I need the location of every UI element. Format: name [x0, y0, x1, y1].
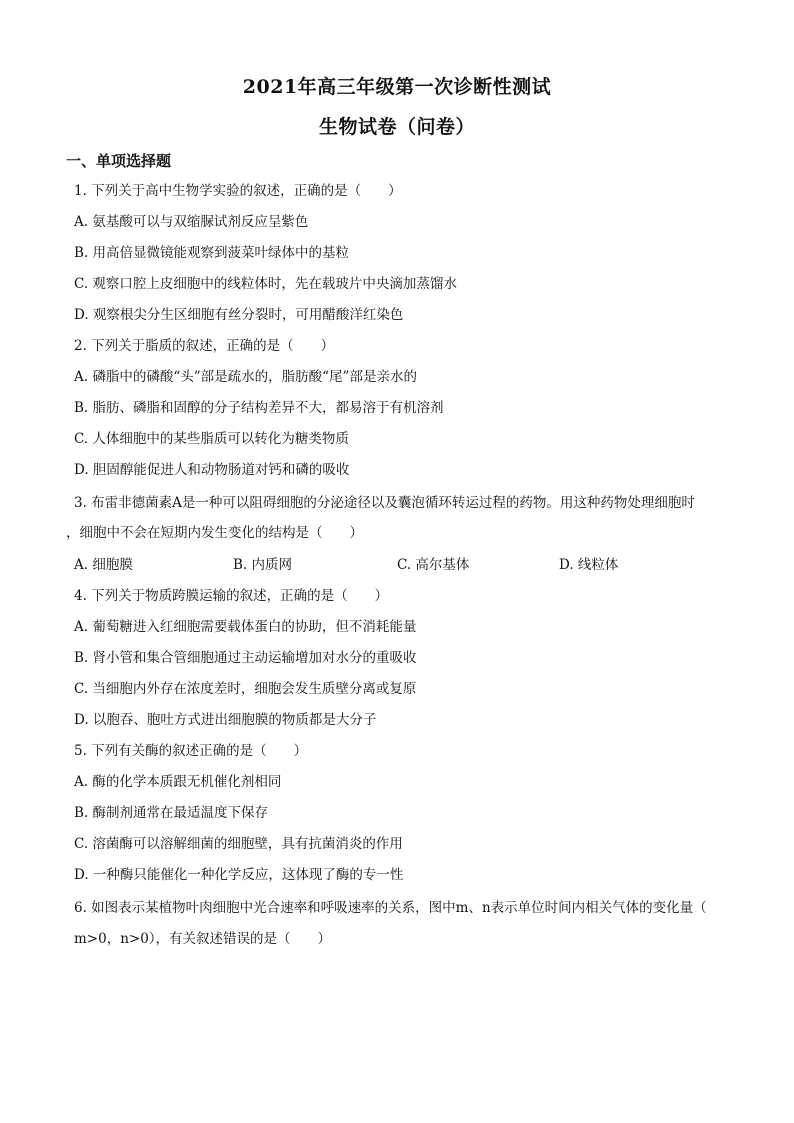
question-4-option-b: B. 肾小管和集合管细胞通过主动运输增加对水分的重吸收 [74, 650, 417, 666]
question-2-option-c: C. 人体细胞中的某些脂质可以转化为糖类物质 [74, 431, 349, 447]
question-3-option-c: C. 高尔基体 [397, 557, 470, 573]
question-1-option-b: B. 用高倍显微镜能观察到菠菜叶绿体中的基粒 [74, 245, 350, 261]
question-5-option-d: D. 一种酶只能催化一种化学反应，这体现了酶的专一性 [74, 867, 404, 883]
question-3-option-d: D. 线粒体 [559, 557, 619, 573]
question-4-stem: 4. 下列关于物质跨膜运输的叙述，正确的是（ ） [74, 588, 389, 604]
question-1-option-a: A. 氨基酸可以与双缩脲试剂反应呈紫色 [74, 214, 309, 230]
question-4-option-c: C. 当细胞内外存在浓度差时，细胞会发生质壁分离或复原 [74, 681, 417, 697]
question-5-option-b: B. 酶制剂通常在最适温度下保存 [74, 805, 269, 821]
question-2-option-d: D. 胆固醇能促进人和动物肠道对钙和磷的吸收 [74, 462, 350, 478]
question-3-option-a: A. 细胞膜 [74, 557, 133, 573]
question-2-stem: 2. 下列关于脂质的叙述，正确的是（ ） [74, 338, 335, 354]
question-3-stem-continued: ，细胞中不会在短期内发生变化的结构是（ ） [66, 525, 363, 541]
exam-title: 2021年高三年级第一次诊断性测试 [242, 76, 552, 98]
question-1-stem: 1. 下列关于高中生物学实验的叙述，正确的是（ ） [74, 183, 402, 199]
question-2-option-a: A. 磷脂中的磷酸“头”部是疏水的，脂肪酸“尾”部是亲水的 [74, 369, 417, 385]
question-4-option-d: D. 以胞吞、胞吐方式进出细胞膜的物质都是大分子 [74, 712, 377, 728]
question-6-stem: 6. 如图表示某植物叶肉细胞中光合速率和呼吸速率的关系，图中m、n表示单位时间内相关气体的变化量（ [74, 900, 707, 916]
question-1-option-d: D. 观察根尖分生区细胞有丝分裂时，可用醋酸洋红染色 [74, 307, 404, 323]
question-5-option-c: C. 溶菌酶可以溶解细菌的细胞壁，具有抗菌消炎的作用 [74, 836, 403, 852]
exam-subtitle: 生物试卷（问卷） [318, 116, 475, 138]
question-3-stem: 3. 布雷非德菌素A是一种可以阻碍细胞的分泌途径以及囊泡循环转运过程的药物。用这种药物处理细胞时 [74, 495, 695, 511]
question-1-option-c: C. 观察口腔上皮细胞中的线粒体时，先在载玻片中央滴加蒸馏水 [74, 276, 457, 292]
question-2-option-b: B. 脂肪、磷脂和固醇的分子结构差异不大，都易溶于有机溶剂 [74, 400, 444, 416]
question-6-stem-continued: m>0，n>0），有关叙述错误的是（ ） [74, 931, 332, 947]
question-5-option-a: A. 酶的化学本质跟无机催化剂相同 [74, 774, 282, 790]
question-3-option-b: B. 内质网 [233, 557, 293, 573]
question-5-stem: 5. 下列有关酶的叙述正确的是（ ） [74, 743, 308, 759]
question-4-option-a: A. 葡萄糖进入红细胞需要载体蛋白的协助，但不消耗能量 [74, 619, 417, 635]
section-heading: 一、单项选择题 [66, 152, 172, 170]
